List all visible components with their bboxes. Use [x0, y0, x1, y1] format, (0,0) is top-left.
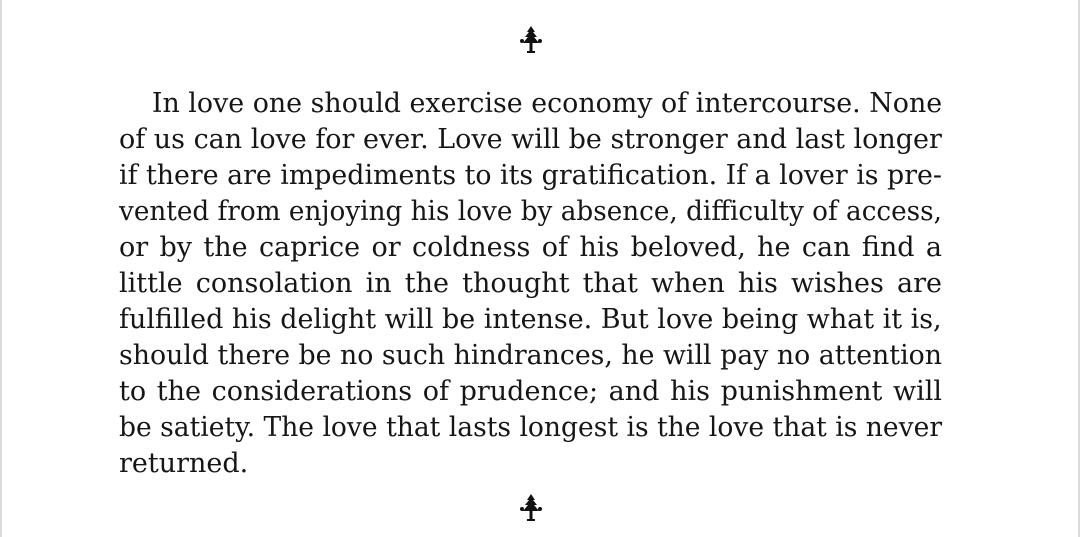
text-line: or by the caprice or coldness of his beloved, he can find a [119, 232, 942, 263]
text-line: of us can love for ever. Love will be stronger and last longer [119, 124, 942, 155]
quote-paragraph [119, 86, 942, 482]
ornamental-fleuron-icon [516, 25, 546, 55]
ornamental-fleuron-icon [516, 493, 546, 523]
text-line: vented from enjoying his love by absence, difficulty of access, [119, 196, 942, 227]
text-line: to the considerations of prudence; and his punishment will [119, 376, 942, 407]
text-line: be satiety. The love that lasts longest is the love that is never [119, 412, 943, 443]
text-line: returned. [119, 448, 249, 479]
text-line: In love one should exercise economy of intercourse. None [151, 88, 943, 119]
text-line: little consolation in the thought that when his wishes are [119, 268, 942, 299]
text-line: fulfilled his delight will be intense. But love being what it is, [119, 304, 942, 335]
text-line: should there be no such hindrances, he will pay no attention [119, 340, 942, 371]
text-line: if there are impediments to its gratification. If a lover is pre- [119, 160, 942, 191]
